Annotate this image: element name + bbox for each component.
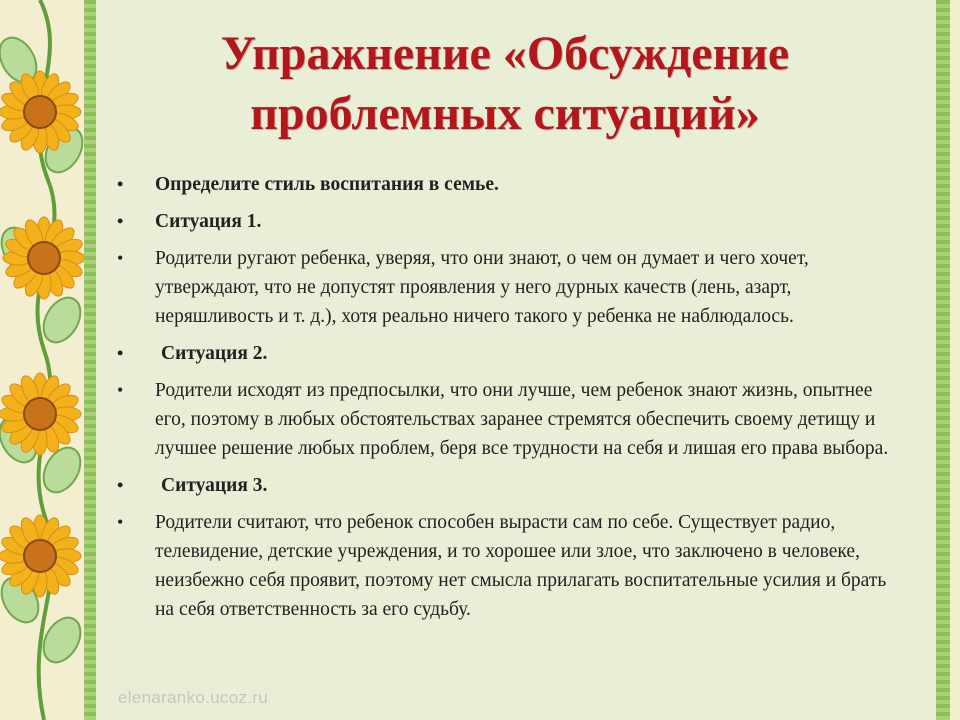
left-green-rail (84, 0, 96, 720)
bullet-text: Ситуация 3. (161, 475, 268, 496)
bullet-dot-icon: • (117, 475, 124, 495)
bullet-item (112, 471, 892, 500)
bullet-item (112, 244, 892, 331)
bullet-text: Ситуация 2. (161, 343, 268, 364)
bullet-item (112, 339, 892, 368)
bullet-item (112, 207, 892, 236)
bullet-item (112, 376, 892, 463)
bullet-dot-icon: • (117, 211, 124, 231)
bullet-text: Ситуация 1. (155, 211, 262, 232)
right-green-rail (936, 0, 950, 720)
sunflower-vine-icon (0, 0, 96, 720)
bullet-dot-icon: • (117, 512, 124, 532)
bullet-dot-icon: • (117, 174, 124, 194)
bullet-text: Определите стиль воспитания в семье. (155, 174, 499, 195)
bullet-list (112, 170, 892, 632)
right-edge (950, 0, 960, 720)
bullet-dot-icon: • (117, 248, 124, 268)
slide-title: Упражнение «Обсуждение проблемных ситуаций» (220, 27, 790, 140)
bullet-dot-icon: • (117, 343, 124, 363)
bullet-text: Родители ругают ребенка, уверяя, что они знают, о чем он думает и чего хочет, утверждают, что не допустят проявления у него дурных качеств (лень, азарт, неряшливость и т. д.), хотя реально ничего такого у ребенка не наблюдалось. (155, 248, 809, 327)
bullet-item (112, 170, 892, 199)
bullet-dot-icon: • (117, 380, 124, 400)
bullet-item (112, 508, 892, 624)
decorative-left-border (0, 0, 96, 720)
watermark: elenaranko.ucoz.ru (118, 688, 268, 707)
bullet-text: Родители исходят из предпосылки, что они лучше, чем ребенок знают жизнь, опытнее его, поэтому в любых обстоятельствах заранее стремятся обеспечить своему детищу и лучшее решение любых проблем, беря все трудности на себя и лишая его права выбора. (155, 380, 889, 459)
bullet-text: Родители считают, что ребенок способен вырасти сам по себе. Существует радио, телевидение, детские учреждения, и то хорошее или злое, что заключено в человеке, неизбежно себя проявит, поэтому нет смысла прилагать воспитательные усилия и брать на себя ответственность за его судьбу. (155, 512, 887, 620)
